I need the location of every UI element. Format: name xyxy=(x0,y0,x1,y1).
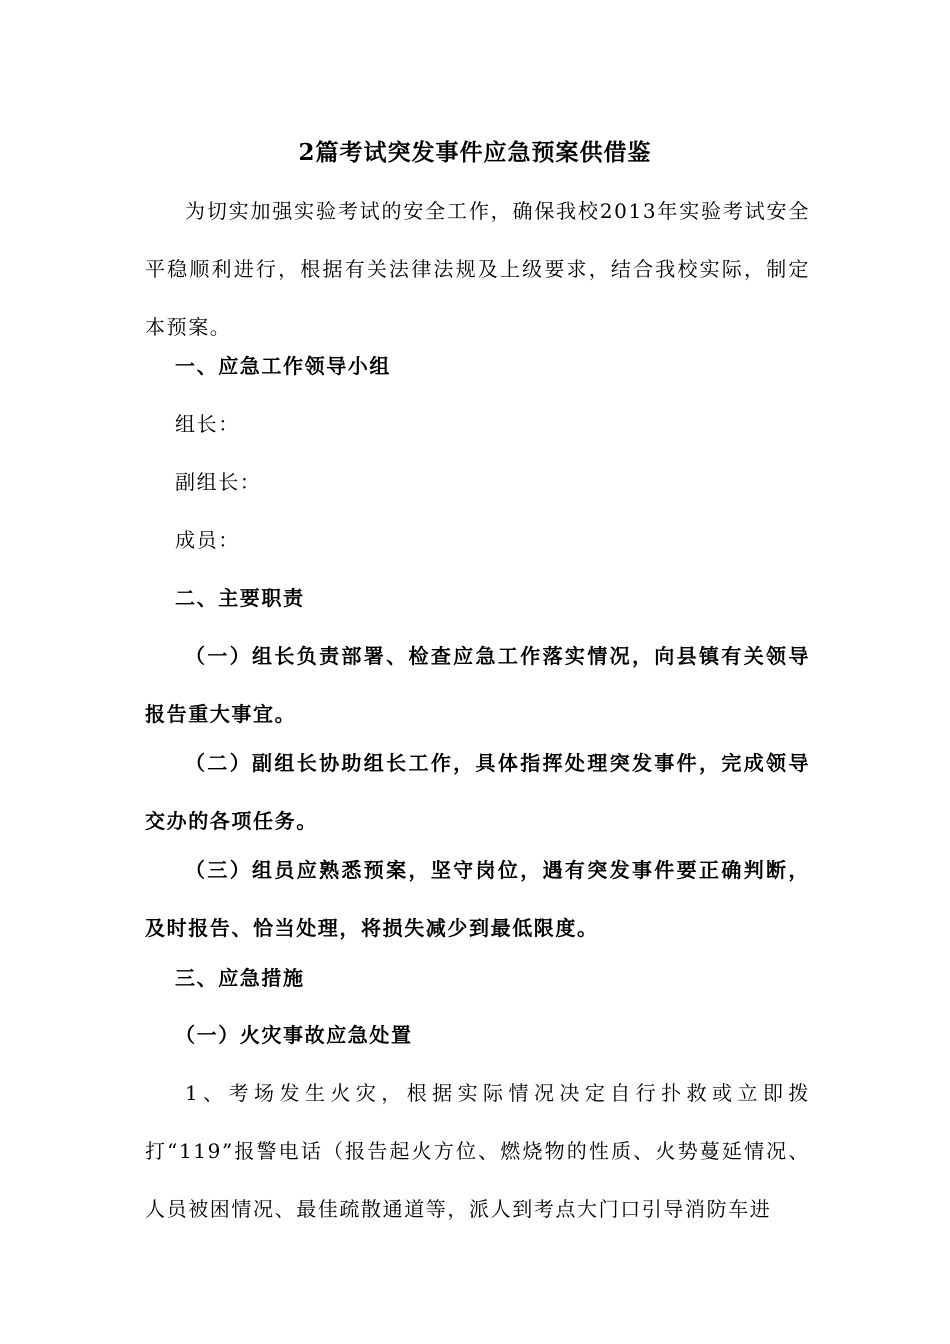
members-label: 成员： xyxy=(175,528,240,552)
leader-label: 组长： xyxy=(175,412,240,436)
section1-heading: 一、应急工作领导小组 xyxy=(175,354,391,378)
fire-emergency-subheading: （一）火灾事故应急处置 xyxy=(175,1023,413,1047)
document-title: 2篇考试突发事件应急预案供借鉴 xyxy=(298,139,652,166)
fire-item-1-paragraph: 1、考场发生火灾，根据实际情况决定自行扑救或立即拨打“119”报警电话（报告起火方位、燃烧物的性质、火势蔓延情况、人员被困情况、最佳疏散通道等，派人到考点大门口引导消防车进 xyxy=(145,1081,810,1221)
section3-heading: 三、应急措施 xyxy=(175,966,305,990)
duty-1-paragraph: （一）组长负责部署、检查应急工作落实情况，向县镇有关领导报告重大事宜。 xyxy=(145,644,810,726)
duty-3-paragraph: （三）组员应熟悉预案，坚守岗位，遇有突发事件要正确判断，及时报告、恰当处理，将损失减少到最低限度。 xyxy=(145,858,810,940)
deputy-leader-label: 副组长： xyxy=(175,470,262,494)
intro-paragraph: 为切实加强实验考试的安全工作，确保我校2013年实验考试安全平稳顺利进行，根据有关法律法规及上级要求，结合我校实际，制定本预案。 xyxy=(145,199,810,339)
section2-heading: 二、主要职责 xyxy=(175,586,305,610)
duty-2-paragraph: （二）副组长协助组长工作，具体指挥处理突发事件，完成领导交办的各项任务。 xyxy=(145,751,810,833)
